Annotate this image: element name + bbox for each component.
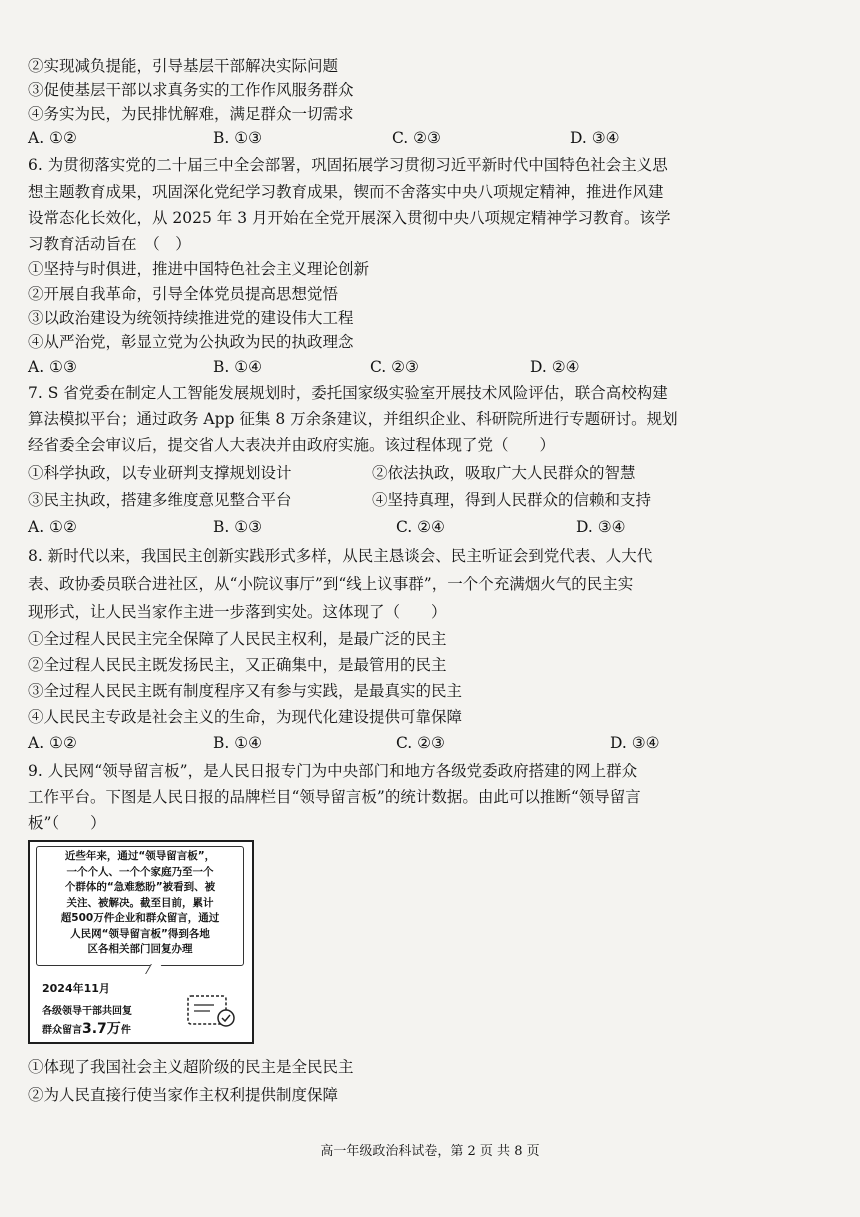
q5-option-d: D. ③④ <box>570 129 620 147</box>
bubble-line: 超500万件企业和群众留言，通过 <box>60 912 220 924</box>
q5-item-3: ③促使基层干部以求真务实的工作作风服务群众 <box>28 81 354 99</box>
q7-option-b: B. ①③ <box>213 518 263 536</box>
q7-option-c: C. ②④ <box>396 518 445 536</box>
q7-stem-line: 7. S 省党委在制定人工智能发展规划时，委托国家级实验室开展技术风险评估，联合高校构建 <box>28 384 668 402</box>
q6-stem-line: 设常态化长效化，从 2025 年 3 月开始在全党开展深入贯彻中央八项规定精神学习教育。该学 <box>28 209 671 227</box>
q7-item-4: ④坚持真理，得到人民群众的信赖和支持 <box>372 491 652 509</box>
q5-item-2: ②实现减负提能，引导基层干部解决实际问题 <box>28 57 339 75</box>
q8-item-2: ②全过程人民民主既发扬民主，又正确集中，是最管用的民主 <box>28 656 447 674</box>
q6-item-3: ③以政治建设为统领持续推进党的建设伟大工程 <box>28 309 354 327</box>
q9-item-1: ①体现了我国社会主义超阶级的民主是全民民主 <box>28 1058 354 1076</box>
q6-option-d: D. ②④ <box>530 358 580 376</box>
q5-option-c: C. ②③ <box>392 129 441 147</box>
q6-option-b: B. ①④ <box>213 358 263 376</box>
stat-line <box>42 1018 131 1038</box>
q5-item-4: ④务实为民，为民排忧解难，满足群众一切需求 <box>28 105 354 123</box>
q5-option-a: A. ①② <box>28 129 77 147</box>
q8-option-b: B. ①④ <box>213 734 263 752</box>
q9-stem-line: 板”（ ） <box>28 814 106 832</box>
stat-prefix: 群众留言 <box>42 1025 82 1036</box>
q8-option-c: C. ②③ <box>396 734 445 752</box>
q6-stem-line: 习教育活动旨在 （ ） <box>28 235 191 253</box>
q8-stem-line: 8. 新时代以来，我国民主创新实践形式多样，从民主恳谈会、民主听证会到党代表、人大代 <box>28 547 653 565</box>
q8-stem-line: 现形式，让人民当家作主进一步落到实处。这体现了（ ） <box>28 603 447 621</box>
leader-message-board-figure <box>28 840 254 1044</box>
q6-item-4: ④从严治党，彰显立党为公执政为民的执政理念 <box>28 333 354 351</box>
q7-item-3: ③民主执政，搭建多维度意见整合平台 <box>28 491 292 509</box>
q7-item-1: ①科学执政，以专业研判支撑规划设计 <box>28 464 292 482</box>
q6-stem-line: 想主题教育成果，巩固深化党纪学习教育成果，锲而不舍落实中央八项规定精神，推进作风建 <box>28 183 664 201</box>
q8-stem-line: 表、政协委员联合进社区，从“小院议事厅”到“线上议事群”，一个个充满烟火气的民主实 <box>28 575 634 593</box>
q7-stem-line: 算法模拟平台；通过政务 App 征集 8 万余条建议，并组织企业、科研院所进行专题研讨。规划 <box>28 410 678 428</box>
bubble-line: 近些年来，通过“领导留言板”， <box>64 850 216 862</box>
bubble-line: 关注、被解决。截至目前，累计 <box>66 896 214 909</box>
q8-option-a: A. ①② <box>28 734 77 752</box>
q7-option-a: A. ①② <box>28 518 77 536</box>
message-board-icon <box>184 992 240 1032</box>
q6-option-a: A. ①③ <box>28 358 77 376</box>
q9-stem-line: 9. 人民网“领导留言板”，是人民日报专门为中央部门和地方各级党委政府搭建的网上群众 <box>28 762 638 780</box>
page-footer: 高一年级政治科试卷，第 2 页 共 8 页 <box>320 1144 540 1159</box>
q6-item-2: ②开展自我革命，引导全体党员提高思想觉悟 <box>28 285 339 303</box>
q6-option-c: C. ②③ <box>370 358 419 376</box>
q8-item-4: ④人民民主专政是社会主义的生命，为现代化建设提供可靠保障 <box>28 708 463 726</box>
bubble-line: 人民网“领导留言板”得到各地 <box>70 927 210 940</box>
bubble-line: 一个个人、一个个家庭乃至一个 <box>66 865 214 878</box>
q5-option-b: B. ①③ <box>213 129 263 147</box>
q8-item-3: ③全过程人民民主既有制度程序又有参与实践，是最真实的民主 <box>28 682 463 700</box>
q7-stem-line: 经省委全会审议后，提交省人大表决并由政府实施。该过程体现了党（ ） <box>28 436 556 454</box>
stat-value: 3.7万 <box>82 1021 121 1037</box>
stat-date: 2024年11月 <box>42 982 110 995</box>
q7-item-2: ②依法执政，吸取广大人民群众的智慧 <box>372 464 636 482</box>
q8-item-1: ①全过程人民民主完全保障了人民民主权利，是最广泛的民主 <box>28 630 447 648</box>
q9-item-2: ②为人民直接行使当家作主权利提供制度保障 <box>28 1086 339 1104</box>
q9-stem-line: 工作平台。下图是人民日报的品牌栏目“领导留言板”的统计数据。由此可以推断“领导留言 <box>28 788 641 806</box>
bubble-line: 个群体的“急难愁盼”被看到、被 <box>64 881 216 893</box>
stat-unit: 件 <box>120 1025 131 1036</box>
q6-stem-line: 6. 为贯彻落实党的二十届三中全会部署，巩固拓展学习贯彻习近平新时代中国特色社会主义思 <box>28 156 668 174</box>
stat-label: 各级领导干部共回复 <box>42 1006 132 1017</box>
bubble-line: 区各相关部门回复办理 <box>87 943 193 955</box>
speech-bubble <box>36 846 244 966</box>
q8-option-d: D. ③④ <box>610 734 660 752</box>
q6-item-1: ①坚持与时俱进，推进中国特色社会主义理论创新 <box>28 260 370 278</box>
q7-option-d: D. ③④ <box>576 518 626 536</box>
